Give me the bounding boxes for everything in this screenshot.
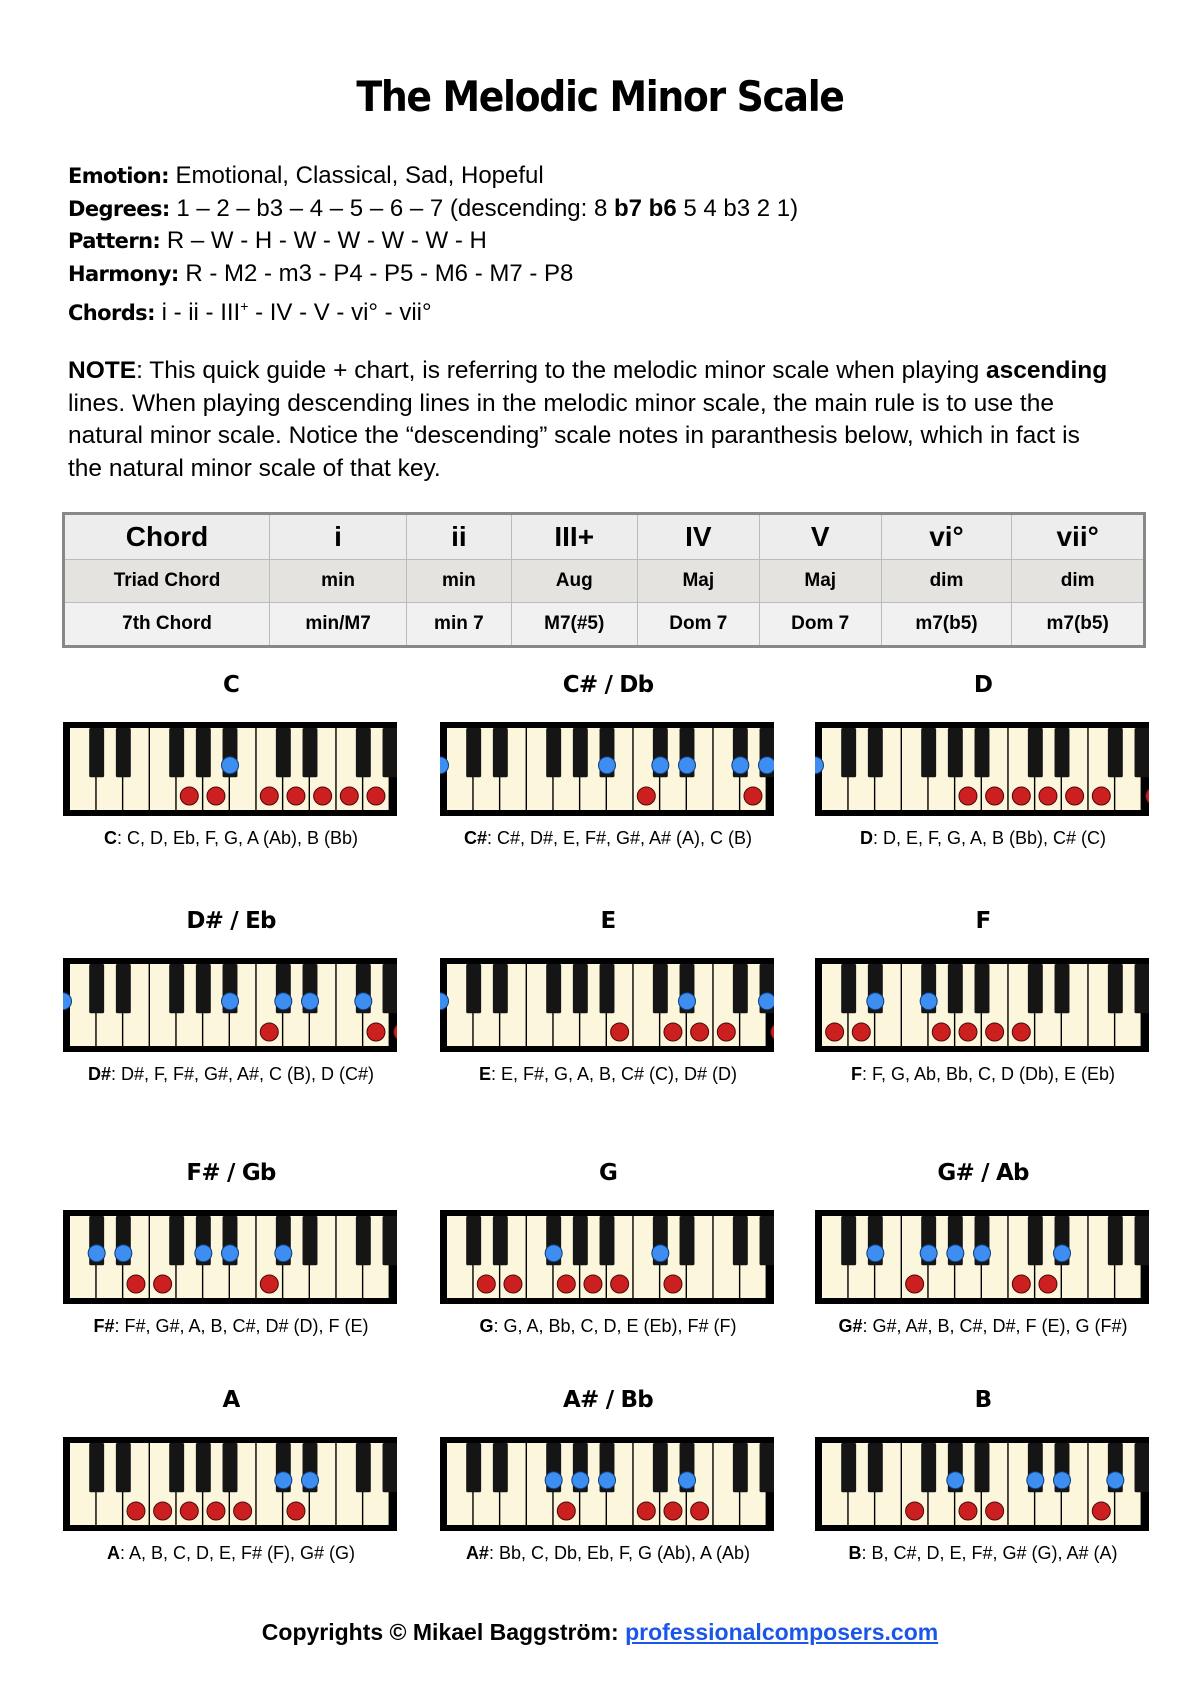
black-key [868,1443,883,1492]
scale-note-marker [611,1023,629,1041]
scale-note-marker-sharp [1027,1472,1044,1489]
table-cell: ii [407,514,511,560]
chords-label: Chords: [68,301,155,325]
harmony-line [68,258,798,291]
black-key [733,1443,748,1492]
harmony-label: Harmony: [68,261,179,286]
scale-note-marker-sharp [867,993,884,1010]
scale-note-marker [557,1502,575,1520]
black-key [1135,728,1149,777]
scale-note-marker-sharp [652,1245,669,1262]
black-key [948,964,963,1013]
scale-note-marker [959,1023,977,1041]
black-key [600,964,615,1013]
scale-notes-list: : B, C#, D, E, F#, G# (G), A# (A) [861,1543,1118,1563]
black-key [356,1216,371,1265]
scale-notes-root: C# [463,828,487,848]
table-cell: dim [1012,560,1145,603]
chords-plus: + [240,298,249,314]
degrees-label: Degrees: [68,196,170,221]
scale-note-marker [932,1023,950,1041]
footer [0,1619,1200,1646]
scale-notes [43,1543,419,1564]
black-key [89,964,104,1013]
scale-note-marker [207,1502,225,1520]
scale-notes [420,1064,796,1085]
keyboard-svg [63,1437,397,1531]
black-key [196,964,211,1013]
black-key [1055,964,1070,1013]
black-key [653,1443,668,1492]
black-key [223,1443,238,1492]
scale-note-marker [367,1023,385,1041]
scale-name: G [598,1160,618,1186]
copyright-text: Copyrights © Mikael Baggström: [261,1619,626,1645]
black-key [841,964,856,1013]
scale-note-marker [637,787,655,805]
scale-note-marker [906,1275,924,1293]
scale-note-marker-sharp [222,993,239,1010]
table-cell: Maj [759,560,881,603]
table-cell: Maj [637,560,759,603]
scale-note-marker [504,1275,522,1293]
keyboard-svg [815,1437,1149,1531]
scale-name: C# / Db [562,672,654,698]
scale-note-marker-sharp [679,993,696,1010]
black-key [196,728,211,777]
scale-note-marker-sharp [222,1245,239,1262]
degrees-line [68,193,798,226]
table-header-cell: 7th Chord [64,603,270,647]
black-key [948,728,963,777]
black-key [1028,728,1043,777]
table-cell: IV [637,514,759,560]
black-key [733,964,748,1013]
keyboard-svg [440,958,774,1052]
table-cell: min [270,560,407,603]
scale-info [68,160,798,330]
degrees-value: 1 – 2 – b3 – 4 – 5 – 6 – 7 (descending: 8 [176,194,614,222]
black-key [1028,1216,1043,1265]
scale-note-marker [959,787,977,805]
table-cell: min [407,560,511,603]
black-key [733,1216,748,1265]
scale-note-marker [367,787,385,805]
scale-note-marker [986,1023,1004,1041]
scale-notes-list: : A, B, C, D, E, F# (F), G# (G) [119,1543,356,1563]
keyboard-svg [440,1210,774,1304]
scale-note-marker [557,1275,575,1293]
scale-note-marker [611,1275,629,1293]
black-key [383,964,397,1013]
black-key [303,1216,318,1265]
scale-note-marker [1092,787,1110,805]
black-key [546,728,561,777]
emotion-label: Emotion: [68,164,169,188]
scale-notes-list: : F#, G#, A, B, C#, D# (D), F (E) [114,1316,369,1336]
black-key [653,964,668,1013]
scale-note-marker [260,1023,278,1041]
scale-notes-root: D# [87,1064,111,1084]
scale-note-marker-sharp [88,1245,105,1262]
scale-note-marker-sharp [275,1245,292,1262]
keyboard-svg [815,1210,1149,1304]
black-key [89,728,104,777]
scale-note-marker [314,787,332,805]
scale-note-marker-sharp [275,993,292,1010]
table-cell: vi° [881,514,1012,560]
black-key [116,1443,131,1492]
scale-note-marker [1039,787,1057,805]
scale-note-marker [717,1023,735,1041]
note-text-1: : This quick guide + chart, is referring to the melodic minor scale when playing [136,357,987,384]
chords-tail: - IV - V - vi° - vii° [248,299,432,326]
black-key [169,1443,184,1492]
table-cell: min/M7 [270,603,407,647]
scale-note-marker-sharp [195,1245,212,1262]
scale-note-marker [1092,1502,1110,1520]
black-key [116,728,131,777]
black-key [196,1443,211,1492]
scale-note-marker-sharp [1054,1245,1071,1262]
scale-notes [420,1316,796,1337]
scale-notes [795,828,1171,849]
black-key [841,1216,856,1265]
scale-note-marker [1012,1023,1030,1041]
black-key [760,1443,774,1492]
black-key [975,1443,990,1492]
black-key [868,728,883,777]
scale-notes-list: : G, A, Bb, C, D, E (Eb), F# (F) [493,1316,737,1336]
table-cell: M7(#5) [511,603,637,647]
table-cell: V [759,514,881,560]
black-key [276,728,291,777]
table-cell: dim [881,560,1012,603]
note-bold: ascending [986,357,1108,384]
scale-notes-list: : D#, F, F#, G#, A#, C (B), D (C#) [110,1064,375,1084]
table-cell: m7(b5) [881,603,1012,647]
scale-notes-list: : C, D, Eb, F, G, A (Ab), B (Bb) [116,828,359,848]
scale-note-marker [180,1502,198,1520]
note-label: NOTE [68,357,137,384]
scale-notes-root: C [103,828,117,848]
scale-note-marker [340,787,358,805]
scale-notes-root: A [106,1543,120,1563]
black-key [169,964,184,1013]
scale-note-marker-sharp [599,1472,616,1489]
scale-note-marker [906,1502,924,1520]
scale-note-marker [287,787,305,805]
black-key [680,1216,695,1265]
website-link[interactable]: professionalcomposers.com [625,1619,939,1645]
chord-table [62,512,1146,648]
chords-value: i - ii - III [161,299,241,326]
black-key [466,728,481,777]
scale-name: G# / Ab [937,1160,1029,1186]
table-cell: Dom 7 [637,603,759,647]
scale-notes-list: : C#, D#, E, F#, G#, A# (A), C (B) [486,828,753,848]
scale-notes-root: D [859,828,873,848]
scale-name: E [600,908,616,934]
scale-note-marker [852,1023,870,1041]
black-key [573,728,588,777]
scale-note-marker-sharp [302,1472,319,1489]
scale-note-marker [127,1275,145,1293]
scale-notes-list: : Bb, C, Db, Eb, F, G (Ab), A (Ab) [488,1543,751,1563]
table-cell: Dom 7 [759,603,881,647]
chords-line [68,290,798,330]
scale-note-marker [986,1502,1004,1520]
table-cell: i [270,514,407,560]
black-key [546,964,561,1013]
scale-notes-list: : E, F#, G, A, B, C# (C), D# (D) [490,1064,738,1084]
scale-note-marker-sharp [974,1245,991,1262]
black-key [600,1216,615,1265]
scale-note-marker-sharp [355,993,372,1010]
scale-note-marker [260,787,278,805]
scale-note-marker-sharp [920,993,937,1010]
scale-note-marker-sharp [679,757,696,774]
black-key [493,964,508,1013]
chord-row-sevenths [64,603,1145,647]
scale-notes-root: F [850,1064,862,1084]
black-key [116,964,131,1013]
scale-note-marker [664,1502,682,1520]
scale-note-marker [584,1275,602,1293]
degrees-tail: 5 4 b3 2 1) [676,194,799,222]
black-key [493,1443,508,1492]
black-key [383,728,397,777]
scale-notes [43,1316,419,1337]
black-key [760,1216,774,1265]
pattern-value: R – W - H - W - W - W - W - H [166,227,487,254]
scale-note-marker [691,1023,709,1041]
black-key [356,1443,371,1492]
black-key [383,1216,397,1265]
scale-note-marker [959,1502,977,1520]
black-key [466,1216,481,1265]
black-key [303,728,318,777]
scale-note-marker-sharp [1054,1472,1071,1489]
scale-notes-root: A# [465,1543,489,1563]
table-cell: vii° [1012,514,1145,560]
black-key [383,1443,397,1492]
emotion-value: Emotional, Classical, Sad, Hopeful [175,162,544,189]
keyboard-svg [440,1437,774,1531]
black-key [466,964,481,1013]
black-key [169,728,184,777]
scale-name: D# / Eb [186,908,276,934]
scale-note-marker-sharp [599,757,616,774]
scale-note-marker-sharp [947,1472,964,1489]
black-key [1135,1443,1149,1492]
scale-name: B [974,1387,992,1413]
scale-notes [43,828,419,849]
black-key [466,1443,481,1492]
harmony-value: R - M2 - m3 - P4 - P5 - M6 - M7 - P8 [185,259,574,287]
scale-note-marker-sharp [652,757,669,774]
scale-notes-list: : G#, A#, B, C#, D#, F (E), G (F#) [862,1316,1128,1336]
black-key [573,1216,588,1265]
scale-note-marker [744,787,762,805]
keyboard-svg [815,722,1149,816]
scale-note-marker-sharp [759,993,775,1010]
emotion-line [68,160,798,193]
black-key [493,728,508,777]
scale-note-marker [260,1275,278,1293]
scale-notes-list: : F, G, Ab, Bb, C, D (Db), E (Eb) [861,1064,1116,1084]
scale-note-marker [637,1502,655,1520]
black-key [573,964,588,1013]
table-cell: III+ [511,514,637,560]
black-key [1135,964,1149,1013]
note-text-2: lines. When playing descending lines in the melodic minor scale, the main rule is to use the natural minor scale. Notice the “descending” scale notes in paranthesis below, which in fact is the natural minor scale of that key. [68,389,1080,482]
scale-note-marker-sharp [275,1472,292,1489]
chord-row-triads [64,560,1145,603]
scale-note-marker-sharp [679,1472,696,1489]
scale-note-marker [691,1502,709,1520]
table-header-cell: Chord [64,514,270,560]
scale-notes-root: G [479,1316,494,1336]
black-key [1055,728,1070,777]
black-key [921,728,936,777]
black-key [493,1216,508,1265]
table-header-cell: Triad Chord [64,560,270,603]
keyboard-svg [440,722,774,816]
scale-note-marker [477,1275,495,1293]
scale-note-marker [1066,787,1084,805]
scale-note-marker-sharp [115,1245,132,1262]
black-key [1028,964,1043,1013]
scale-note-marker [1039,1275,1057,1293]
keyboard-svg [63,722,397,816]
scale-notes-root: F# [93,1316,115,1336]
scale-notes [43,1064,419,1085]
black-key [1108,1216,1123,1265]
scale-notes [795,1543,1171,1564]
scale-note-marker-sharp [867,1245,884,1262]
scale-notes-root: B [848,1543,862,1563]
pattern-line [68,225,798,258]
scale-note-marker-sharp [302,993,319,1010]
scale-note-marker [1012,787,1030,805]
scale-note-marker [664,1275,682,1293]
note-paragraph [68,355,1118,485]
scale-note-marker-sharp [920,1245,937,1262]
scale-note-marker-sharp [222,757,239,774]
scale-note-marker [207,787,225,805]
keyboard-svg [815,958,1149,1052]
scale-note-marker-sharp [545,1245,562,1262]
scale-note-marker [1012,1275,1030,1293]
scale-name: C [222,672,240,698]
scale-note-marker-sharp [947,1245,964,1262]
scale-name: D [973,672,993,698]
keyboard-svg [63,1210,397,1304]
chord-row-numerals [64,514,1145,560]
black-key [356,728,371,777]
scale-notes-root: E [478,1064,491,1084]
scale-note-marker [986,787,1004,805]
black-key [975,964,990,1013]
scale-notes [795,1064,1171,1085]
scale-note-marker [180,787,198,805]
scale-name: A# / Bb [563,1387,653,1413]
black-key [841,728,856,777]
scale-notes-root: G# [838,1316,863,1336]
scale-name: F [975,908,991,934]
scale-name: A [222,1387,240,1413]
scale-note-marker [287,1502,305,1520]
scale-note-marker [154,1502,172,1520]
table-cell: m7(b5) [1012,603,1145,647]
scale-name: F# / Gb [186,1160,276,1186]
scale-note-marker-sharp [732,757,749,774]
scale-note-marker-sharp [572,1472,589,1489]
scale-notes [795,1316,1171,1337]
black-key [921,1443,936,1492]
pattern-label: Pattern: [68,229,161,253]
black-key [1135,1216,1149,1265]
scale-note-marker [664,1023,682,1041]
scale-note-marker-sharp [759,757,775,774]
black-key [1108,728,1123,777]
black-key [841,1443,856,1492]
scale-note-marker [127,1502,145,1520]
scale-note-marker [154,1275,172,1293]
black-key [169,1216,184,1265]
table-cell: Aug [511,560,637,603]
black-key [1108,964,1123,1013]
scale-notes-list: : D, E, F, G, A, B (Bb), C# (C) [872,828,1107,848]
scale-note-marker [826,1023,844,1041]
scale-note-marker-sharp [1107,1472,1124,1489]
table-cell: min 7 [407,603,511,647]
page-title: The Melodic Minor Scale [356,72,844,121]
scale-note-marker-sharp [545,1472,562,1489]
black-key [89,1443,104,1492]
scale-notes [420,828,796,849]
scale-note-marker [234,1502,252,1520]
keyboard-svg [63,958,397,1052]
degrees-bold: b7 b6 [614,194,677,222]
scale-notes [420,1543,796,1564]
black-key [975,728,990,777]
